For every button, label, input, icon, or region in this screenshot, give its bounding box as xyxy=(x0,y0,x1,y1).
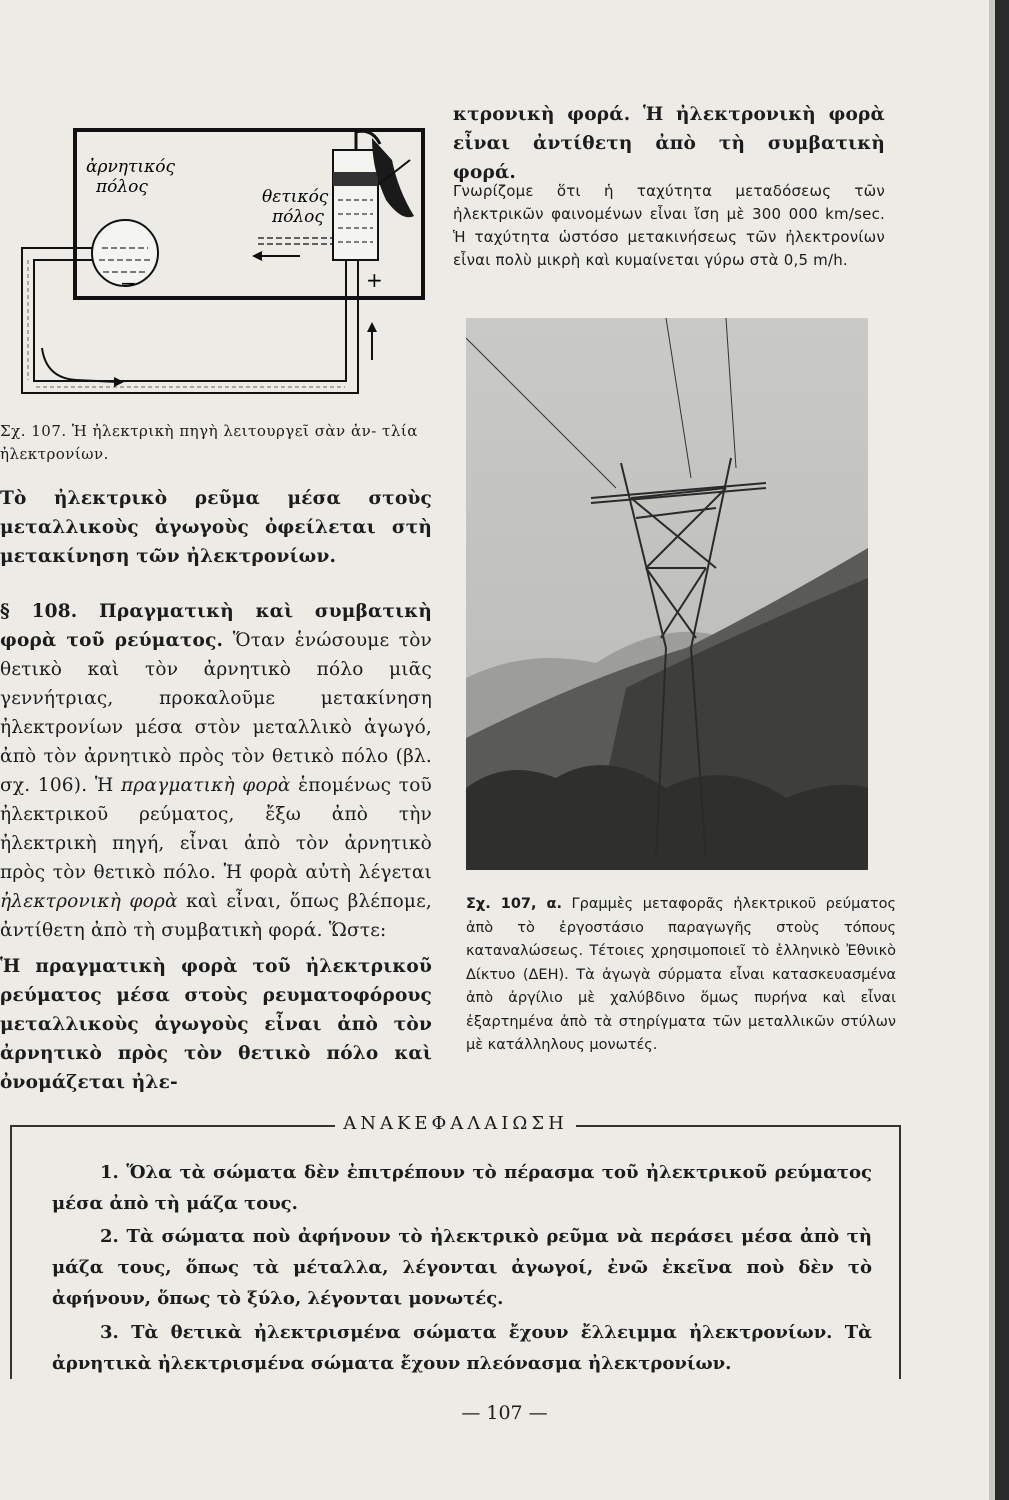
electronic-direction-continuation: κτρονικὴ φορά. Ἡ ἠλεκτρονικὴ φορὰ εἶναι ἀντίθετη ἀπὸ τὴ συμβατικὴ φορά. xyxy=(453,104,885,183)
plus-sign: + xyxy=(366,268,383,292)
summary-box xyxy=(10,1113,901,1379)
figure-107-diagram xyxy=(0,110,440,410)
electronic-direction-conclusion: Ἡ πραγματικὴ φορὰ τοῦ ἠλεκτρικοῦ ρεύματος μέσα στοὺς ρευματοφόρους μεταλλικοὺς ἀγωγοὺς εἶναι ἀπὸ τὸν ἀρνητικὸ πρὸς τὸν θετικὸ πόλο καὶ ὀνομάζεται ἠλε- xyxy=(0,956,432,1093)
section-108-heading: § 108. Πραγματικὴ καὶ συμβατικὴ φορὰ τοῦ ρεύματος. xyxy=(0,601,432,651)
section-108-text-3: καὶ εἶναι, ὅπως βλέπομε, ἀντίθετη ἀπὸ τὴ συμβατικὴ φορά. Ὥστε: xyxy=(0,891,433,941)
negative-pole-label: ἀρνητικός πόλος xyxy=(86,157,175,197)
section-108-text-2: ἑπομένως τοῦ ἠλεκτρικοῦ ρεύματος, ἔξω ἀπὸ τὴν ἠλεκτρικὴ πηγή, εἶναι ἀπὸ τὸν ἀρνητικὸ πρὸς τὸν θετικὸ πόλο. Ἡ φορὰ αὐτὴ λέγεται xyxy=(0,775,432,883)
figure-107a-caption xyxy=(466,893,896,1058)
positive-pole-label: θετικός πόλος xyxy=(262,187,329,227)
electron-motion-statement: Τὸ ἠλεκτρικὸ ρεῦμα μέσα στοὺς μεταλλικοὺς ἀγωγοὺς ὀφείλεται στὴ μετακίνηση τῶν ἠλεκτρονίων. xyxy=(0,488,432,567)
section-108-italic-2: ἠλεκτρονικὴ φορὰ xyxy=(0,891,178,912)
figure-107a-text: Γραμμὲς μεταφορᾶς ἠλεκτρικοῦ ρεύματος ἀπὸ τὸ ἐργοστάσιο παραγωγῆς στοὺς τόπους καταναλώσεως. Τέτοιες χρησιμοποιεῖ τὸ ἑλληνικὸ Ἐθνικὸ Δίκτυο (ΔΕΗ). Τὰ ἀγωγὰ σύρματα εἶναι κατασκευασμένα ἀπὸ ἀργίλιο μὲ χαλύβδινο ὅμως πυρήνα καὶ εἶναι ἐξαρτημένα ἀπὸ τὰ στηρίγματα τῶν μεταλλικῶν στύλων μὲ κατάλληλους μονωτές. xyxy=(466,896,896,1053)
section-108-text-1: Ὅταν ἑνώσουμε τὸν θετικὸ καὶ τὸν ἀρνητικὸ πόλο μιᾶς γεννήτριας, προκαλοῦμε μετακίνηση ἠλεκτρονίων μέσα στὸν μεταλλικὸ ἀγωγό, ἀπὸ τὸν ἀρνητικὸ πρὸς τὸν θετικὸ πόλο (βλ. σχ. 106). Ἡ xyxy=(0,630,432,796)
summary-item-1: 1. Ὅλα τὰ σώματα δὲν ἐπιτρέπουν τὸ πέρασμα τοῦ ἠλεκτρικοῦ ρεύματος μέσα ἀπὸ τὴ μάζα τους. xyxy=(52,1162,872,1214)
summary-title: ΑΝΑΚΕΦΑΛΑΙΩΣΗ xyxy=(12,1113,899,1134)
page-number: — 107 — xyxy=(461,1402,548,1424)
transmission-tower-photo xyxy=(466,318,868,870)
summary-item-3: 3. Τὰ θετικὰ ἠλεκτρισμένα σώματα ἔχουν ἔλλειμμα ἠλεκτρονίων. Τὰ ἀρνητικὰ ἠλεκτρισμένα σώματα ἔχουν πλεόνασμα ἠλεκτρονίων. xyxy=(52,1322,872,1374)
figure-107-caption: Σχ. 107. Ἡ ἠλεκτρικὴ πηγὴ λειτουργεῖ σὰν ἀν- τλία ἠλεκτρονίων. xyxy=(0,422,418,463)
summary-item-2: 2. Τὰ σώματα ποὺ ἀφήνουν τὸ ἠλεκτρικὸ ρεῦμα νὰ περάσει μέσα ἀπὸ τὴ μάζα τους, ὅπως τὰ μέταλλα, λέγονται ἀγωγοί, ἐνῶ ἐκεῖνα ποὺ δὲν τὸ ἀφήνουν, ὅπως τὸ ξύλο, λέγονται μονωτές. xyxy=(52,1226,872,1309)
page-edge xyxy=(995,0,1009,1500)
section-108-italic-1: πραγματικὴ φορὰ xyxy=(120,775,291,796)
section-108 xyxy=(0,597,432,945)
minus-sign: − xyxy=(120,271,137,295)
speed-note: Γνωρίζομε ὅτι ἡ ταχύτητα μεταδόσεως τῶν ἠλεκτρικῶν φαινομένων εἶναι ἴση μὲ 300 000 km/sec. Ἡ ταχύτητα ὡστόσο μετακινήσεως τῶν ἠλεκτρονίων εἶναι πολὺ μικρὴ καὶ κυμαίνεται γύρω στὰ 0,5 m/h. xyxy=(453,182,885,269)
figure-107a-label: Σχ. 107, α. xyxy=(466,896,562,912)
